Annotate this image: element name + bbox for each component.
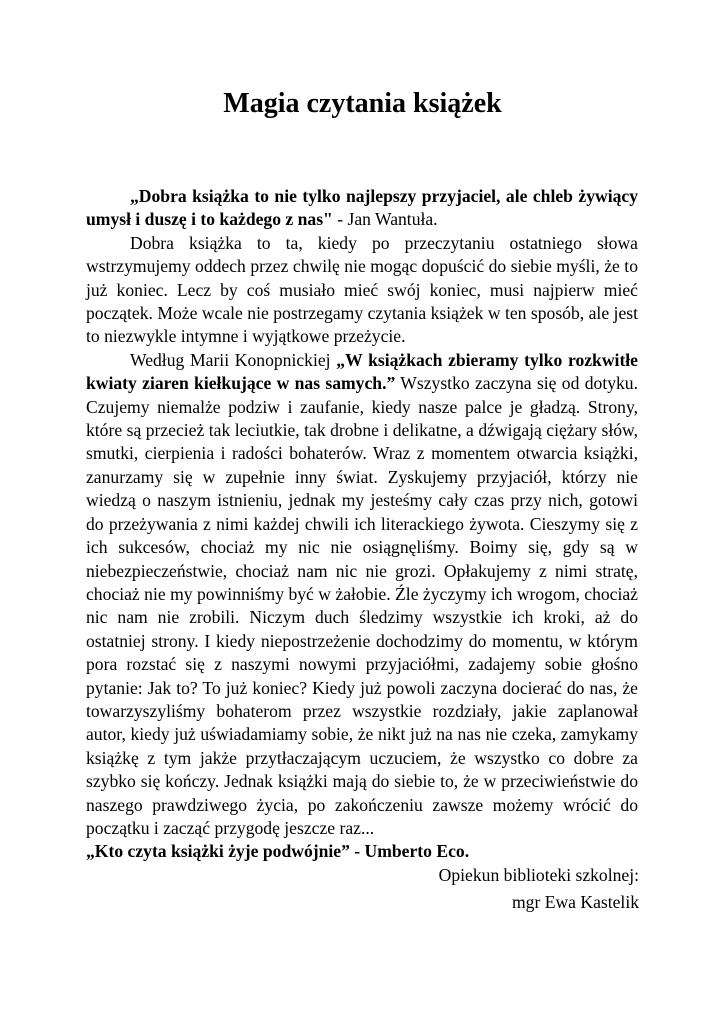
signature-role: Opiekun biblioteki szkolnej:	[438, 865, 639, 885]
signature-name: mgr Ewa Kastelik	[511, 892, 639, 912]
paragraph-konopnicka	[86, 349, 638, 841]
paragraph-good-book: Dobra książka to ta, kiedy po przeczytaniu ostatniego słowa wstrzymujemy oddech przez chwilę nie mogąc dopuścić do siebie myśli, że to już koniec. Lecz by coś musiało mieć swój koniec, musi najpierw mieć początek. Może wcale nie postrzegamy czytania książek w ten sposób, ale jest to niezwykle intymne i wyjątkowe przeżycie.	[86, 232, 638, 347]
konopnicka-quote: „W książkach zbieramy tylko rozkwitłe kwiaty ziaren kiełkujące w nas samych.”	[86, 349, 638, 394]
konopnicka-intro: Według Marii Konopnickiej	[130, 349, 337, 370]
wantula-quote: „Dobra książka to nie tylko najlepszy przyjaciel, ale chleb żywiący umysł i duszę i to każdego z nas"	[86, 186, 638, 230]
eco-quote: „Kto czyta książki żyje podwójnie” - Umberto Eco.	[86, 841, 470, 862]
article-body	[86, 185, 638, 864]
konopnicka-text: Wszystko zaczyna się od dotyku. Czujemy niemalże podziw i zaufanie, kiedy nasze palce je gładzą. Strony, które są przecież tak leciutkie, tak drobne i delikatne, a dźwigają ciężary słów, smutki, cierpienia i radości bohaterów. Wraz z momentem otwarcia książki, zanurzamy się w zupełnie inny świat. Zyskujemy przyjaciół, którzy nie wiedzą o naszym istnieniu, jednak my jesteśmy cały czas przy nich, gotowi do przeżywania z nimi każdej chwili ich literackiego żywota. Cieszymy się z ich sukcesów, chociaż my nic nie osiągnęliśmy. Boimy się, gdy są w niebezpieczeństwie, chociaż nam nic nie grozi. Opłakujemy z nimi stratę, chociaż nie my powinniśmy być w żałobie. Źle życzymy ich wrogom, chociaż nic nam nie zrobili. Niczym duch śledzimy wszystkie ich kroki, aż do ostatniej strony. I kiedy niepostrzeżenie dochodzimy do momentu, w którym pora rozstać się z naszymi nowymi przyjaciółmi, zadajemy sobie głośno pytanie: Jak to? To już koniec? Kiedy już powoli zaczyna docierać do nas, że towarzyszyliśmy bohaterom przez wszystkie rozdziały, jakie zaplanował autor, kiedy już uświadamiamy sobie, że nikt już na nas nie czeka, zamykamy książkę z tym jakże przytłaczającym uczuciem, że wszystko co dobre za szybko się kończy. Jednak książki mają do siebie to, że w przeciwieństwie do naszego prawdziwego życia, po zakończeniu zawsze możemy wrócić do początku i zacząć przygodę jeszcze raz...	[86, 373, 638, 838]
page-title: Magia czytania książek	[223, 88, 502, 119]
paragraph-opening-quote	[86, 185, 638, 232]
wantula-attribution: - Jan Wantuła.	[332, 209, 438, 230]
signature-block	[439, 862, 639, 916]
